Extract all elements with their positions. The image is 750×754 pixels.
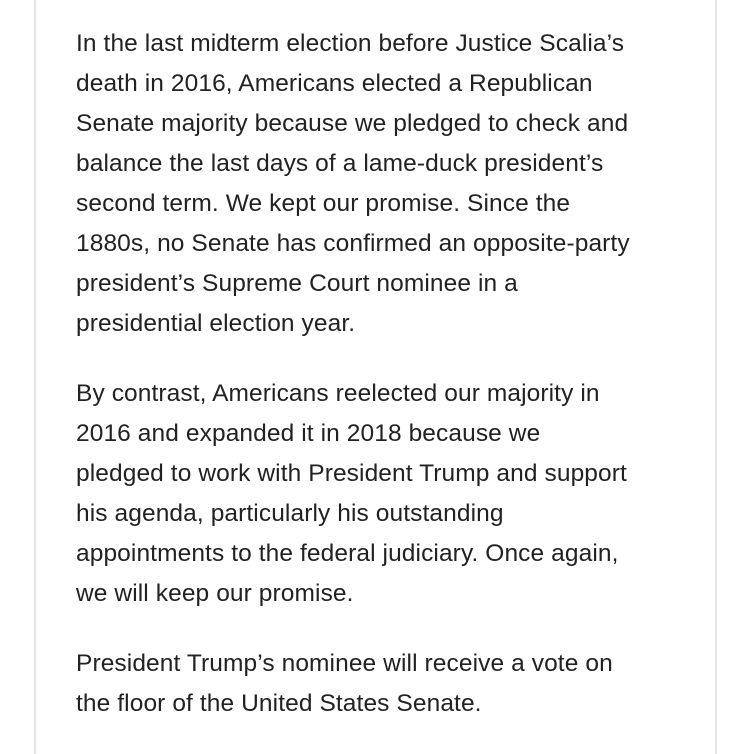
- text-line: In the last midterm election before Justice Scalia’s: [76, 30, 625, 57]
- text-line: 1880s, no Senate has confirmed an opposite-party: [76, 230, 630, 257]
- text-line: 2016 and expanded it in 2018 because we: [76, 420, 541, 447]
- text-line: President Trump’s nominee will receive a vote on: [76, 650, 613, 677]
- text-line: we will keep our promise.: [76, 580, 354, 607]
- paragraph-3: [76, 644, 696, 724]
- text-line: By contrast, Americans reelected our majority in: [76, 380, 600, 407]
- right-divider: [715, 0, 717, 754]
- text-line: president’s Supreme Court nominee in a: [76, 270, 518, 297]
- paragraph-2: [76, 374, 696, 614]
- text-line: presidential election year.: [76, 310, 356, 337]
- paragraph-1: [76, 24, 696, 344]
- text-line: second term. We kept our promise. Since the: [76, 190, 571, 217]
- text-line: pledged to work with President Trump and support: [76, 460, 627, 487]
- left-divider: [34, 0, 36, 754]
- text-line: Senate majority because we pledged to check and: [76, 110, 629, 137]
- text-line: the floor of the United States Senate.: [76, 690, 482, 717]
- text-line: balance the last days of a lame-duck president’s: [76, 150, 604, 177]
- text-line: death in 2016, Americans elected a Republican: [76, 70, 593, 97]
- text-line: his agenda, particularly his outstanding: [76, 500, 504, 527]
- text-line: appointments to the federal judiciary. Once again,: [76, 540, 619, 567]
- statement-body: [76, 24, 696, 754]
